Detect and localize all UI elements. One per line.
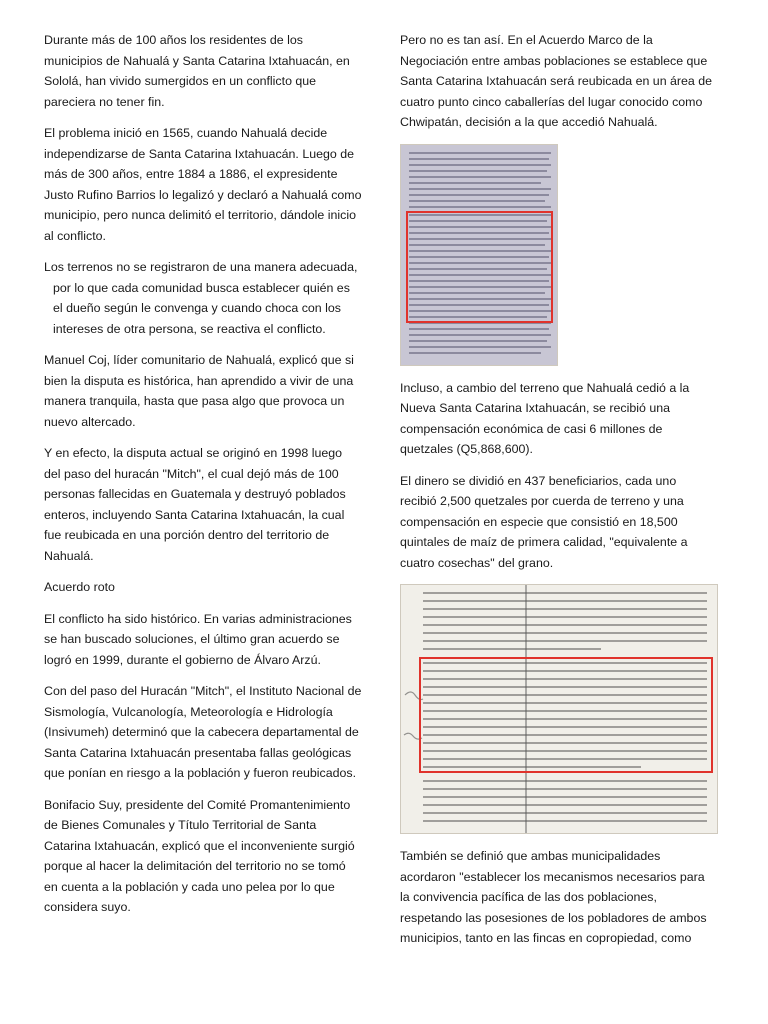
paragraph-land-registry: Los terrenos no se registraron de una manera adecuada, por lo que cada comunidad busca establecer quién es el dueño según le convenga y cuando choca con los intereses de otra persona, se reactiva el conflicto.	[44, 260, 358, 336]
paragraph-bonifacio-suy: Bonifacio Suy, presidente del Comité Promantenimiento de Bienes Comunales y Título Territorial de Santa Catarina Ixtahuacán, explicó que el inconveniente surgió porque al hacer la delimitación del territorio no se tomó en cuenta a la población y cada uno pelea por lo que considera suyo.	[44, 797, 355, 914]
paragraph-hurricane-mitch: Y en efecto, la disputa actual se originó en 1998 luego del paso del huracán "Mitch", el cual dejó más de 100 personas fallecidas en Guatemala y destruyó poblados enteros, incluyendo Santa Catarina Ixtahuacán, la cual fue reubicada en una porción dentro del territorio de Nahualá.	[44, 446, 346, 563]
paragraph-historic-conflict: El conflicto ha sido histórico. En varias administraciones se han buscado soluciones, el último gran acuerdo se logró en 1999, durante el gobierno de Álvaro Arzú.	[44, 611, 352, 667]
section-heading: Acuerdo roto	[44, 580, 115, 594]
paragraph-compensation: Incluso, a cambio del terreno que Nahualá cedió a la Nueva Santa Catarina Ixtahuacán, se recibió una compensación económica de casi 6 millones de quetzales (Q5,868,600).	[400, 380, 690, 456]
paragraph-insivumeh: Con del paso del Huracán "Mitch", el Instituto Nacional de Sismología, Vulcanología, Meteorología e Hidrología (Insivumeh) determinó que la cabecera departamental de Santa Catarina Ixtahuacán presentaba fallas geológicas que ponían en riesgo a la población y fueron reubicados.	[44, 684, 362, 780]
paragraph-municipalities: También se definió que ambas municipalidades acordaron "establecer los mecanismos necesarios para la convivencia pacífica de las dos poblaciones, respetando las posesiones de los pobladores de ambos municipios, tanto en las fincas en copropiedad, como	[400, 849, 707, 945]
left-column	[44, 30, 362, 929]
agreement-scan-image	[400, 584, 718, 834]
highlight-box	[419, 657, 713, 773]
paragraph-intro: Durante más de 100 años los residentes de los municipios de Nahualá y Santa Catarina Ixtahuacán, en Sololá, han vivido sumergidos en un conflicto que pareciera no tener fin.	[44, 33, 350, 109]
right-column	[400, 30, 716, 960]
paragraph-manuel-coj: Manuel Coj, líder comunitario de Nahualá, explicó que si bien la disputa es histórica, han aprendido a vivir de una manera tranquila, hasta que pasa algo que provoca un nuevo altercado.	[44, 353, 354, 429]
paragraph-agreement: Pero no es tan así. En el Acuerdo Marco de la Negociación entre ambas poblaciones se establece que Santa Catarina Ixtahuacán será reubicada en un área de cuatro punto cinco caballerías del lugar conocido como Chwipatán, decisión a la que accedió Nahualá.	[400, 33, 713, 129]
highlight-box	[406, 211, 553, 323]
document-scan-image	[400, 144, 558, 366]
paragraph-beneficiaries: El dinero se dividió en 437 beneficiarios, cada uno recibió 2,500 quetzales por cuerda de terreno y una compensación en especie que consistió en 18,500 quintales de maíz de primera calidad, "equivalente a cuatro cosechas" del grano.	[400, 473, 688, 570]
paragraph-origin: El problema inició en 1565, cuando Nahualá decide independizarse de Santa Catarina Ixtahuacán. Luego de más de 300 años, entre 1884 a 1886, el expresidente Justo Rufino Barrios lo legalizó y declaró a Nahualá como municipio, pero nunca delimitó el territorio, dándole inicio al conflicto.	[44, 126, 362, 243]
